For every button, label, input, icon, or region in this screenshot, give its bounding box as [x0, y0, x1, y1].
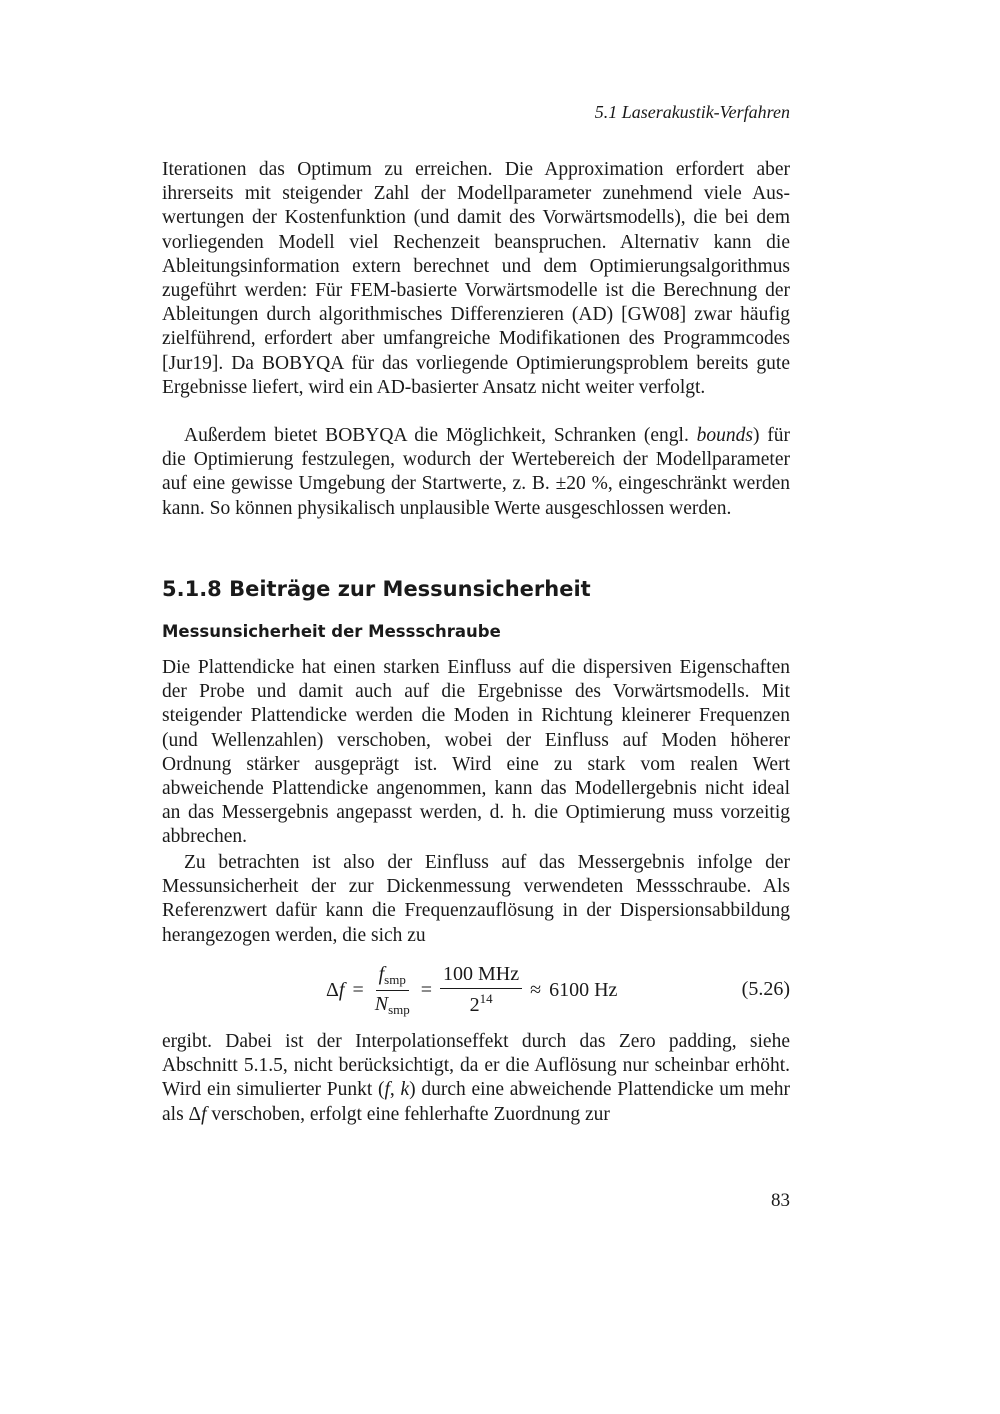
fraction-denominator: $N_{smp}$ — [374, 992, 410, 1017]
fraction-numerator: $f_{smp}$ — [376, 963, 409, 991]
paragraph-interpolation: ergibt. Dabei ist der Interpolationseffekt durch das Zero padding, siehe Abschnitt 5.1.5, nicht berücksichtigt, da er die Auflösung nur scheinbar erhöht. Wird ein simulierter Punkt (f, k) durch eine abweichende Plattendicke um mehr als Δf verschoben, erfolgt eine fehlerhafte Zuordnung zur — [162, 1031, 791, 1125]
term-bounds: bounds — [696, 425, 753, 446]
equation-lhs — [326, 979, 344, 1002]
document-page — [162, 0, 790, 1414]
paragraph-bounds-text-2: ) für die Optimierung festzulegen, wodurch der Wertebereich der Modellparameter auf eine gewisse Umgebung der Startwerte, z. B. ±20 %, eingeschränkt werden kann. So können physikalisch unplausible Werte ausgeschlossen werden. — [162, 425, 790, 519]
equation-number: (5.26) — [741, 978, 790, 1000]
running-head: 5.1 Laserakustik-Verfahren — [594, 102, 790, 122]
paragraph-reference-value: Zu betrachten ist also der Einfluss auf das Messergebnis infolge der Messunsicherheit der zur Dickenmessung verwendeten Messschraube. Als Referenzwert dafür kann die Frequenzauflösung in der Dispersionsabbildung herangezogen werden, die sich zu — [162, 852, 790, 946]
equals-sign: = — [420, 978, 433, 1001]
delta-symbol: Δ — [326, 978, 339, 1001]
fraction-numerator: 100 MHz — [440, 963, 522, 989]
equals-sign: = — [352, 978, 364, 1001]
equation-body — [326, 962, 617, 1018]
equation-frequency-resolution — [162, 962, 790, 1018]
equation-result: 6100 Hz — [549, 978, 618, 1001]
approx-sign: ≈ — [530, 978, 542, 1001]
fraction-fsmp-nsmp — [372, 963, 413, 1018]
section-title: 5.1.8 Beiträge zur Messunsicherheit — [162, 577, 591, 601]
fraction-denominator: $2^{14}$ — [469, 991, 493, 1016]
paragraph-bounds-text-1: Außerdem bietet BOBYQA die Möglichkeit, Schranken (engl. — [184, 425, 697, 446]
fraction-mhz-power — [440, 963, 522, 1017]
page-number: 83 — [771, 1190, 790, 1211]
paragraph-approximation: Iterationen das Optimum zu erreichen. Die Approximation erfordert aber ihrerseits mit steigender Zahl der Modellparameter zunehmend viele Auswertungen der Kostenfunktion (und damit des Vorwärtsmodells), die bei dem vorliegenden Modell viel Rechenzeit beanspruchen. Alternativ kann die Ableitungsinformation extern berechnet und dem Optimierungsalgorithmus zugeführt werden: Für FEM-basierte Vorwärtsmodelle ist die Berechnung der Ableitungen durch algorithmisches Differenzieren (AD) [GW08] zwar häufig zielführend, erfordert aber umfangreiche Modifikationen des Programmcodes [Jur19]. Da BOBYQA für das vorliegende Optimierungsproblem bereits gute Ergebnisse liefert, wird ein AD-basierter Ansatz nicht weiter verfolgt. — [162, 159, 790, 398]
variable-f: f — [338, 978, 345, 1001]
paragraph-plate-thickness: Die Plattendicke hat einen starken Einfluss auf die dispersiven Eigenschaften der Probe und damit auch auf die Ergebnisse des Vorwärtsmodells. Mit steigender Plattendicke werden die Moden in Richtung kleinerer Frequenzen (und Wellenzahlen) verschoben, wobei der Einfluss auf Moden höherer Ordnung stärker ausgeprägt ist. Wird eine zu stark vom realen Wert abweichende Plattendicke angenommen, kann das Modellergebnis nicht ideal an das Messergebnis angepasst werden, d. h. die Optimierung muss vorzeitig abbrechen. — [162, 657, 790, 848]
subsection-title: Messunsicherheit der Messschraube — [162, 622, 501, 641]
paragraph-bounds — [162, 424, 790, 521]
